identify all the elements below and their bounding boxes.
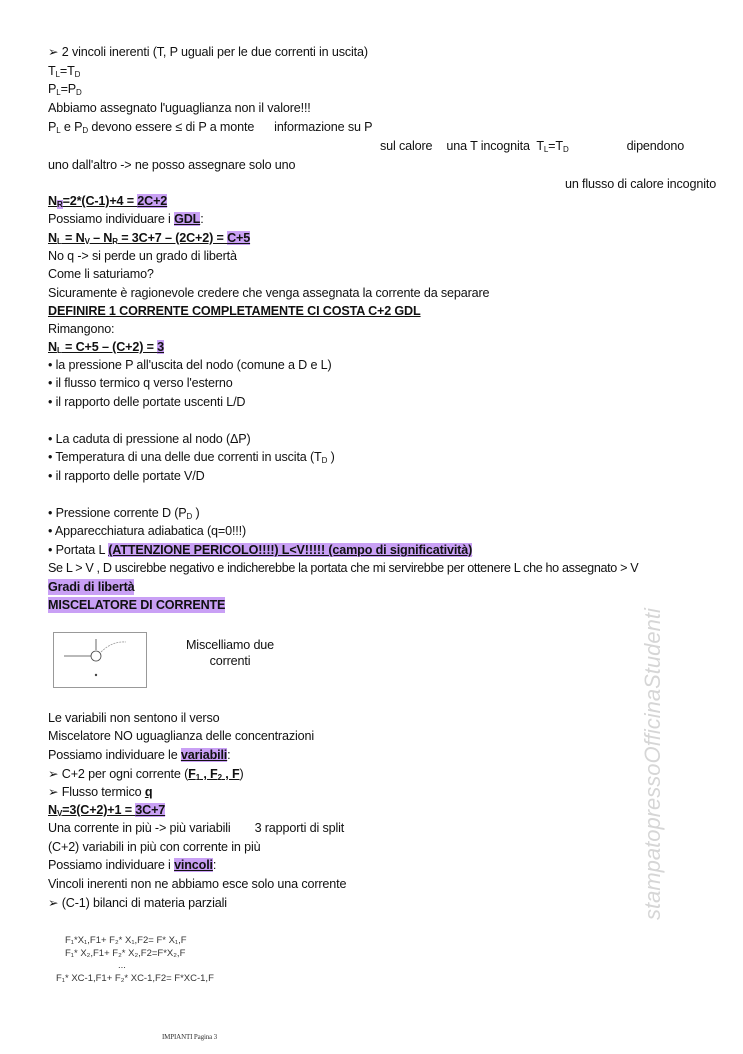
text-line: Sicuramente è ragionevole credere che venga assegnata la corrente da separare — [48, 286, 490, 300]
heading: MISCELATORE DI CORRENTE — [48, 598, 226, 612]
text-line: sul calore una T incognita $T_L=T_D$ dipendono — [380, 139, 685, 154]
text-line: Una corrente in più -> più variabili 3 rapporti di split — [48, 821, 345, 835]
text-line: Possiamo individuare le variabili: — [48, 748, 231, 762]
text-line: $P_L$ e $P_D$ devono essere ≤ di P a monte informazione su P — [48, 120, 373, 135]
text-line: (C+2) variabili in più con corrente in più — [48, 840, 261, 854]
ellipsis: ... — [118, 960, 126, 971]
formula-nv: $N_V=3(C+2)+1 = 3C+7$ — [48, 803, 166, 818]
text-line: Possiamo individuare i GDL: — [48, 212, 204, 226]
text-line: No q -> si perde un grado di libertà — [48, 249, 237, 263]
text-line: un flusso di calore incognito — [565, 177, 717, 191]
list-item: ➢ C+2 per ogni corrente ($F_1$ , $F_2$ , F) — [48, 767, 244, 782]
list-item: ➢ Flusso termico q — [48, 785, 153, 799]
mixer-diagram — [53, 632, 147, 688]
text-line: ➢ 2 vincoli inerenti (T, P uguali per le due correnti in uscita) — [48, 45, 368, 59]
equation-tl-td: $T_L=T_D$ — [48, 64, 81, 79]
heading: Gradi di libertà — [48, 580, 135, 594]
text-line: Se L > V , D uscirebbe negativo e indicherebbe la portata che mi servirebbe per ottenere L che ho assegnato > V — [48, 561, 639, 575]
list-item: • La caduta di pressione al nodo (ΔP) — [48, 432, 251, 446]
list-item: • il rapporto delle portate V/D — [48, 469, 205, 483]
list-item: ➢ (C-1) bilanci di materia parziali — [48, 896, 227, 910]
formula-nl-remaining: $N_L = C+5 - (C+2) = 3$ — [48, 340, 165, 355]
list-item: • Portata L (ATTENZIONE PERICOLO!!!!) L<V!!!!! (campo di significatività) — [48, 543, 473, 557]
list-item: • Pressione corrente D ($P_D$ ) — [48, 506, 200, 521]
mass-balance-equation: F₁* X₂,F1+ F₂* X₂,F2=F*X₂,F — [65, 948, 186, 959]
formula-nl: $N_L = N_V - N_R = 3C+7 - (2C+2) = C+5$ — [48, 231, 251, 246]
formula-nr: $N_R=2*(C-1)+4 = 2C+2$ — [48, 194, 168, 209]
text-line: Miscelatore NO uguaglianza delle concentrazioni — [48, 729, 314, 743]
text-line: Abbiamo assegnato l'uguaglianza non il valore!!! — [48, 101, 311, 115]
page-footer: IMPIANTI Pagina 3 — [162, 1033, 217, 1041]
text-line: Rimangono: — [48, 322, 115, 336]
figure-caption: Miscelliamo due correnti — [185, 638, 275, 668]
list-item: • il flusso termico q verso l'esterno — [48, 376, 233, 390]
list-item: • la pressione P all'uscita del nodo (comune a D e L) — [48, 358, 332, 372]
text-line: Possiamo individuare i vincoli: — [48, 858, 217, 872]
mass-balance-equation: F₁* XC-1,F1+ F₂* XC-1,F2= F*XC-1,F — [56, 973, 214, 984]
text-line: uno dall'altro -> ne posso assegnare solo uno — [48, 158, 296, 172]
list-item: • Temperatura di una delle due correnti in uscita ($T_D$ ) — [48, 450, 335, 465]
watermark: stampatopressoOfficinaStudenti — [640, 608, 665, 920]
heading: DEFINIRE 1 CORRENTE COMPLETAMENTE CI COSTA C+2 GDL — [48, 304, 421, 318]
text-line: Come li saturiamo? — [48, 267, 154, 281]
list-item: • il rapporto delle portate uscenti L/D — [48, 395, 246, 409]
list-item: • Apparecchiatura adiabatica (q=0!!!) — [48, 524, 247, 538]
text-line: Le variabili non sentono il verso — [48, 711, 220, 725]
text-line: Vincoli inerenti non ne abbiamo esce solo una corrente — [48, 877, 347, 891]
mass-balance-equation: F₁*X₁,F1+ F₂* X₁,F2= F* X₁,F — [65, 935, 187, 946]
equation-pl-pd: $P_L=P_D$ — [48, 82, 82, 97]
